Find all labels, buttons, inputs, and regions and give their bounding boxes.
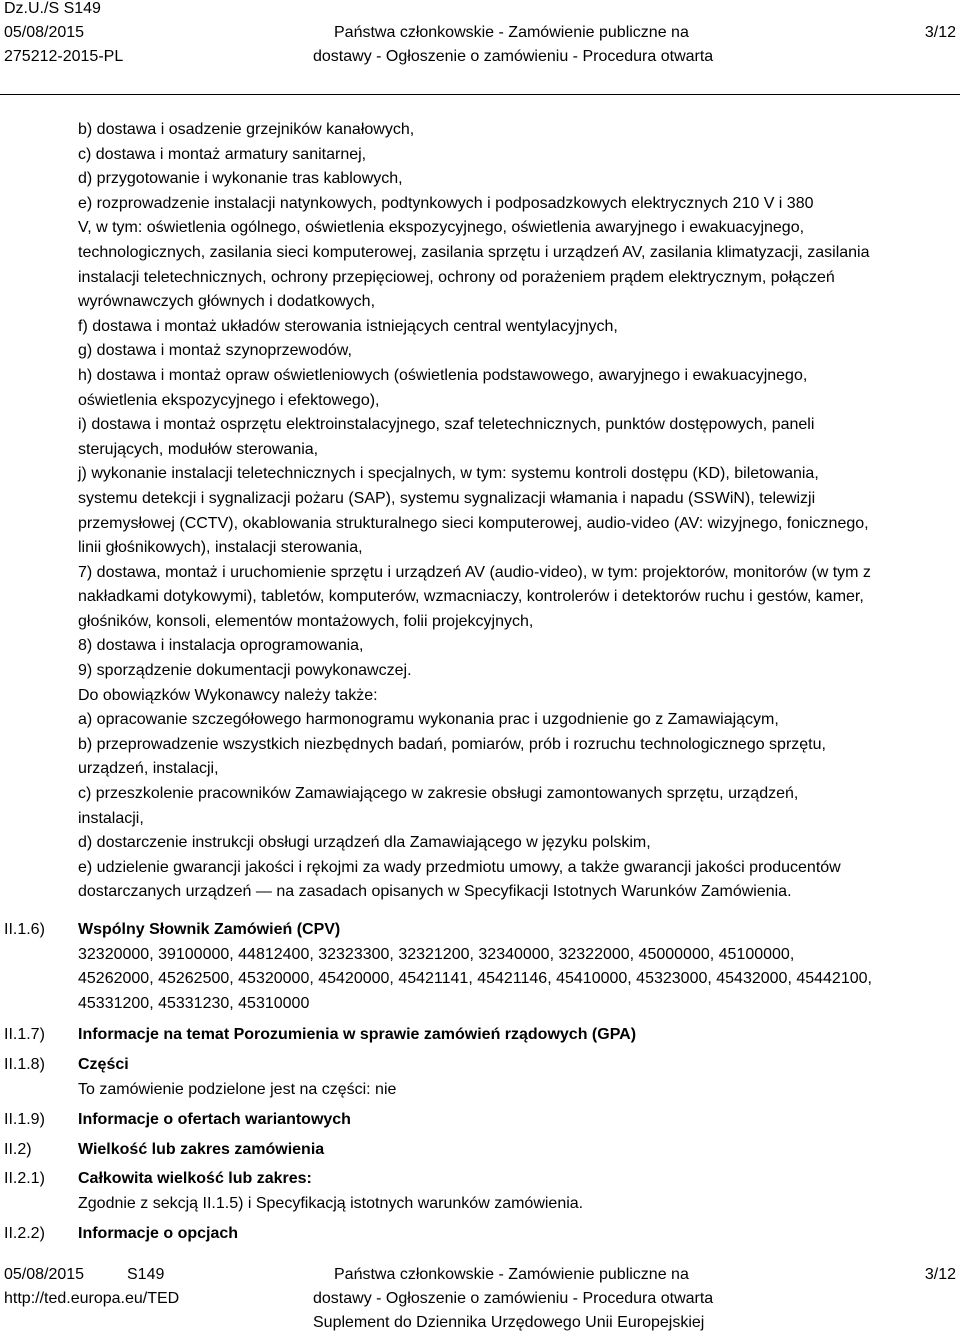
body-line: h) dostawa i montaż opraw oświetleniowych (oświetlenia podstawowego, awaryjnego i ewakuacyjnego, [78,366,808,384]
cpv-codes-line: 45262000, 45262500, 45320000, 45420000, 45421141, 45421146, 45410000, 45323000, 45432000, 45442100, [78,970,872,988]
header-doc-id: 275212-2015-PL [4,48,124,65]
body-line: e) rozprowadzenie instalacji natynkowych, podtynkowych i podposadzkowych elektrycznych 210 V i 380 [78,194,814,212]
page-footer [0,1262,960,1334]
body-line: nakładkami dotykowymi), tabletów, komputerów, wzmacniaczy, kontrolerów i detektorów ruchu i gestów, kamer, [78,588,864,606]
section-heading: Informacje o ofertach wariantowych [78,1111,351,1128]
body-line: systemu detekcji i sygnalizacji pożaru (SAP), systemu sygnalizacji włamania i napadu (SSWiN), telewizji [78,489,816,507]
section-label-ii-2-2: II.2.2) [4,1225,45,1242]
body-line: instalacji teletechnicznych, ochrony przepięciowej, ochrony od porażeniem prądem elektrycznym, połączeń [78,268,835,286]
header-date: 05/08/2015 [4,24,85,41]
section-heading: Informacje o opcjach [78,1225,239,1242]
body-line: f) dostawa i montaż układów sterowania istniejących central wentylacyjnych, [78,317,618,335]
body-line: b) dostawa i osadzenie grzejników kanałowych, [78,121,415,138]
body-line: przemysłowej (CCTV), okablowania strukturalnego sieci komputerowej, audio-video (AV: wizyjnego, fonicznego, [78,514,869,532]
footer-url-link[interactable]: http://ted.europa.eu/TED [4,1290,180,1307]
header-divider [0,94,960,95]
section-label-ii-2-1: II.2.1) [4,1170,45,1187]
body-line: a) opracowanie szczegółowego harmonogramu wykonania prac i uzgodnienie go z Zamawiającym, [78,711,779,729]
body-line: sterujących, modułów sterowania, [78,440,319,458]
body-line: j) wykonanie instalacji teletechnicznych i specjalnych, w tym: systemu kontroli dostępu (KD), biletowania, [78,465,819,483]
body-line: c) przeszkolenie pracowników Zamawiającego w zakresie obsługi zamontowanych sprzętu, urządzeń, [78,785,799,803]
section-heading: Wielkość lub zakres zamówienia [78,1141,325,1158]
body-line: dostarczanych urządzeń — na zasadach opisanych w Specyfikacji Istotnych Warunków Zamówienia. [78,883,792,901]
body-line: głośników, konsoli, elementów montażowych, folii projekcyjnych, [78,612,534,630]
section-heading: Wspólny Słownik Zamówień (CPV) [78,921,341,938]
body-line: oświetlenia ekspozycyjnego i efektowego), [78,391,380,409]
header-title-line1: Państwa członkowskie - Zamówienie publiczne na [334,24,689,41]
header-journal: Dz.U./S S149 [4,0,101,17]
body-line: g) dostawa i montaż szynoprzewodów, [78,342,352,360]
section-heading: Całkowita wielkość lub zakres: [78,1170,312,1187]
body-line: d) dostarczenie instrukcji obsługi urządzeń dla Zamawiającego w języku polskim, [78,834,651,852]
footer-date: 05/08/2015 [4,1266,85,1283]
scope-description [78,118,958,905]
body-line: Do obowiązków Wykonawcy należy także: [78,686,378,704]
body-line: d) przygotowanie i wykonanie tras kablowych, [78,170,403,188]
footer-title-line2: dostawy - Ogłoszenie o zamówieniu - Procedura otwarta [313,1290,714,1307]
header-page-number: 3/12 [924,24,956,41]
section-label-ii-1-9: II.1.9) [4,1111,45,1128]
body-line: 9) sporządzenie dokumentacji powykonawczej. [78,662,412,680]
footer-page-number: 3/12 [924,1266,956,1283]
cpv-codes-line: 32320000, 39100000, 44812400, 32323300, 32321200, 32340000, 32322000, 45000000, 45100000, [78,945,795,963]
section-label-ii-1-6: II.1.6) [4,921,45,938]
cpv-codes-line: 45331200, 45331230, 45310000 [78,994,310,1012]
footer-supplement: Suplement do Dziennika Urzędowego Unii Europejskiej [313,1314,705,1331]
section-variants [78,1108,958,1133]
section-quantity [78,1138,958,1163]
body-line: 8) dostawa i instalacja oprogramowania, [78,637,364,655]
section-label-ii-2: II.2) [4,1141,32,1158]
section-label-ii-1-7: II.1.7) [4,1026,45,1043]
body-line: instalacji, [78,809,144,827]
body-line: e) udzielenie gwarancji jakości i rękojmi za wady przedmiotu umowy, a także gwarancji jakości producentów [78,858,841,876]
page-header [0,0,960,95]
section-text: To zamówienie podzielone jest na części: nie [78,1080,397,1098]
body-line: V, w tym: oświetlenia ogólnego, oświetlenia ekspozycyjnego, oświetlenia awaryjnego i ewakuacyjnego, [78,219,805,237]
section-heading: Informacje na temat Porozumienia w sprawie zamówień rządowych (GPA) [78,1026,637,1043]
body-line: b) przeprowadzenie wszystkich niezbędnych badań, pomiarów, prób i rozruchu technologicznego sprzętu, [78,735,826,753]
body-line: technologicznych, zasilania sieci komputerowej, zasilania sprzętu i urządzeń AV, zasilania klimatyzacji, zasilania [78,243,870,261]
header-title-line2: dostawy - Ogłoszenie o zamówieniu - Procedura otwarta [313,48,714,65]
footer-title-line1: Państwa członkowskie - Zamówienie publiczne na [334,1266,689,1283]
section-text: Zgodnie z sekcją II.1.5) i Specyfikacją istotnych warunków zamówienia. [78,1194,584,1212]
section-cpv [78,918,958,1016]
body-line: linii głośnikowych), instalacji sterowania, [78,539,363,557]
section-heading: Części [78,1056,129,1073]
section-label-ii-1-8: II.1.8) [4,1056,45,1073]
body-line: urządzeń, instalacji, [78,760,219,778]
footer-journal: S149 [127,1266,165,1283]
section-options [78,1222,958,1247]
section-total-quantity [78,1167,958,1216]
body-line: 7) dostawa, montaż i uruchomienie sprzętu i urządzeń AV (audio-video), w tym: projektorów, monitorów (w tym z [78,563,871,581]
body-line: i) dostawa i montaż osprzętu elektroinstalacyjnego, szaf teletechnicznych, punktów dostępowych, paneli [78,416,815,434]
body-line: wyrównawczych głównych i dodatkowych, [78,293,376,311]
section-parts [78,1053,958,1102]
section-gpa [78,1023,958,1048]
body-line: c) dostawa i montaż armatury sanitarnej, [78,145,367,163]
